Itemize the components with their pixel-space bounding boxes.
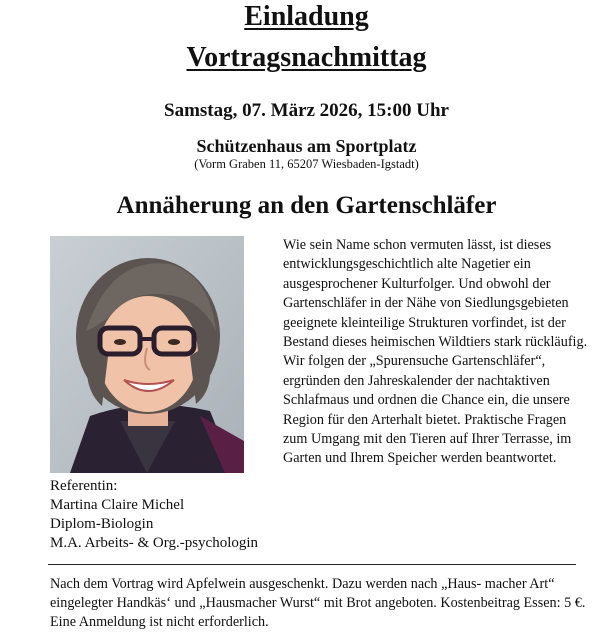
event-venue: Schützenhaus am Sportplatz	[196, 136, 417, 156]
speaker-info	[50, 477, 258, 553]
lecture-description: Wie sein Name schon vermuten lässt, ist dieses entwicklungsgeschichtlich alte Nagetier ein ausgesprochener Kulturfolger. Und obwohl der Gartenschläfer in der Nähe von Siedlungsgebieten geeignete kleinteilige Strukturen vorfindet, ist der Bestand dieses heimischen Wildtiers stark rückläufig. Wir folgen der „Spurensuche Gartenschläfer“, ergründen den Jahreskalender der nachtaktiven Schlafmaus und ordnen die Chance ein, die unsere Region für den Arterhalt bietet. Praktische Fragen zum Umgang mit den Tieren auf Ihrer Terrasse, im Garten und Ihrem Speicher werden beantwortet.	[283, 237, 588, 467]
speaker-photo	[50, 236, 244, 473]
speaker-qualification: M.A. Arbeits- & Org.-psychologin	[50, 535, 259, 551]
lecture-topic: Annäherung an den Gartenschläfer	[116, 192, 497, 219]
title-vortragsnachmittag: Vortragsnachmittag	[186, 42, 427, 73]
speaker-label: Referentin:	[50, 478, 118, 494]
speaker-degree: Diplom-Biologin	[50, 516, 154, 532]
divider-line	[48, 564, 576, 565]
title-einladung: Einladung	[244, 1, 369, 32]
event-datetime: Samstag, 07. März 2026, 15:00 Uhr	[164, 100, 449, 121]
footer-note: Nach dem Vortrag wird Apfelwein ausgeschenkt. Dazu werden nach „Haus- macher Art“ eingelegter Handkäs‘ und „Hausmacher Wurst“ mit Brot angeboten. Kostenbeitrag Essen: 5 €. Eine Anmeldung ist nicht erforderlich.	[50, 576, 586, 630]
speaker-name: Martina Claire Michel	[50, 497, 185, 513]
event-address: (Vorm Graben 11, 65207 Wiesbaden-Igstadt)	[194, 157, 419, 171]
speaker-portrait-illustration	[50, 236, 244, 473]
